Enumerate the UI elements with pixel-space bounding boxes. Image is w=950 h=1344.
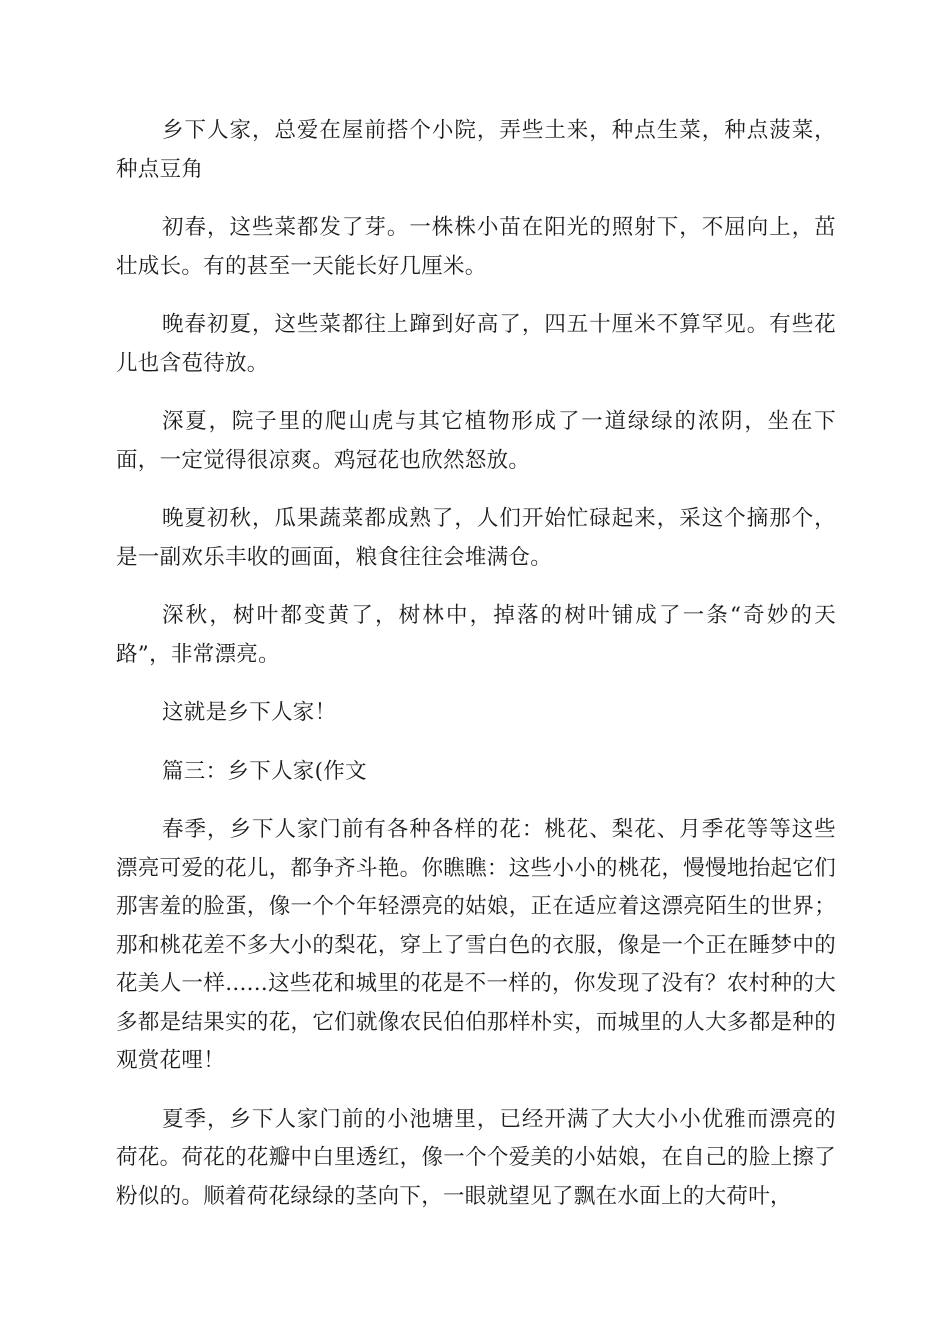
paragraph-summer: 夏季，乡下人家门前的小池塘里，已经开满了大大小小优雅而漂亮的荷花。荷花的花瓣中白里透红，像一个个爱美的小姑娘，在自己的脸上擦了粉似的。顺着荷花绿绿的茎向下，一眼就望见了飘在水面上的大荷叶， — [116, 1106, 836, 1209]
paragraph-7: 这就是乡下人家！ — [162, 700, 337, 725]
paragraph-4: 深夏，院子里的爬山虎与其它植物形成了一道绿绿的浓阴，坐在下面，一定觉得很凉爽。鸡冠花也欣然怒放。 — [116, 409, 836, 473]
document-body — [116, 112, 836, 1236]
paragraph-2: 初春，这些菜都发了芽。一株株小苗在阳光的照射下，不屈向上，茁壮成长。有的甚至一天能长好几厘米。 — [116, 215, 836, 279]
paragraph-5: 晚夏初秋，瓜果蔬菜都成熟了，人们开始忙碌起来，采这个摘那个，是一副欢乐丰收的画面，粮食往往会堆满仓。 — [116, 506, 836, 570]
paragraph-1: 乡下人家，总爱在屋前搭个小院，弄些土来，种点生菜，种点菠菜，种点豆角 — [116, 118, 836, 182]
paragraph-spring: 春季，乡下人家门前有各种各样的花：桃花、梨花、月季花等等这些漂亮可爱的花儿，都争齐斗艳。你瞧瞧：这些小小的桃花，慢慢地抬起它们那害羞的脸蛋，像一个个年轻漂亮的姑娘，正在适应着这漂亮陌生的世界；那和桃花差不多大小的梨花，穿上了雪白色的衣服，像是一个正在睡梦中的花美人一样......这些花和城里的花是不一样的，你发现了没有？农村种的大多都是结果实的花，它们就像农民伯伯那样朴实，而城里的人大多都是种的观赏花哩！ — [116, 817, 836, 1073]
section-heading: 篇三：乡下人家(作文 — [162, 758, 367, 784]
paragraph-3: 晚春初夏，这些菜都往上蹿到好高了，四五十厘米不算罕见。有些花儿也含苞待放。 — [116, 312, 836, 376]
paragraph-6: 深秋，树叶都变黄了，树林中，掉落的树叶铺成了一条“奇妙的天路”，非常漂亮。 — [116, 603, 836, 667]
